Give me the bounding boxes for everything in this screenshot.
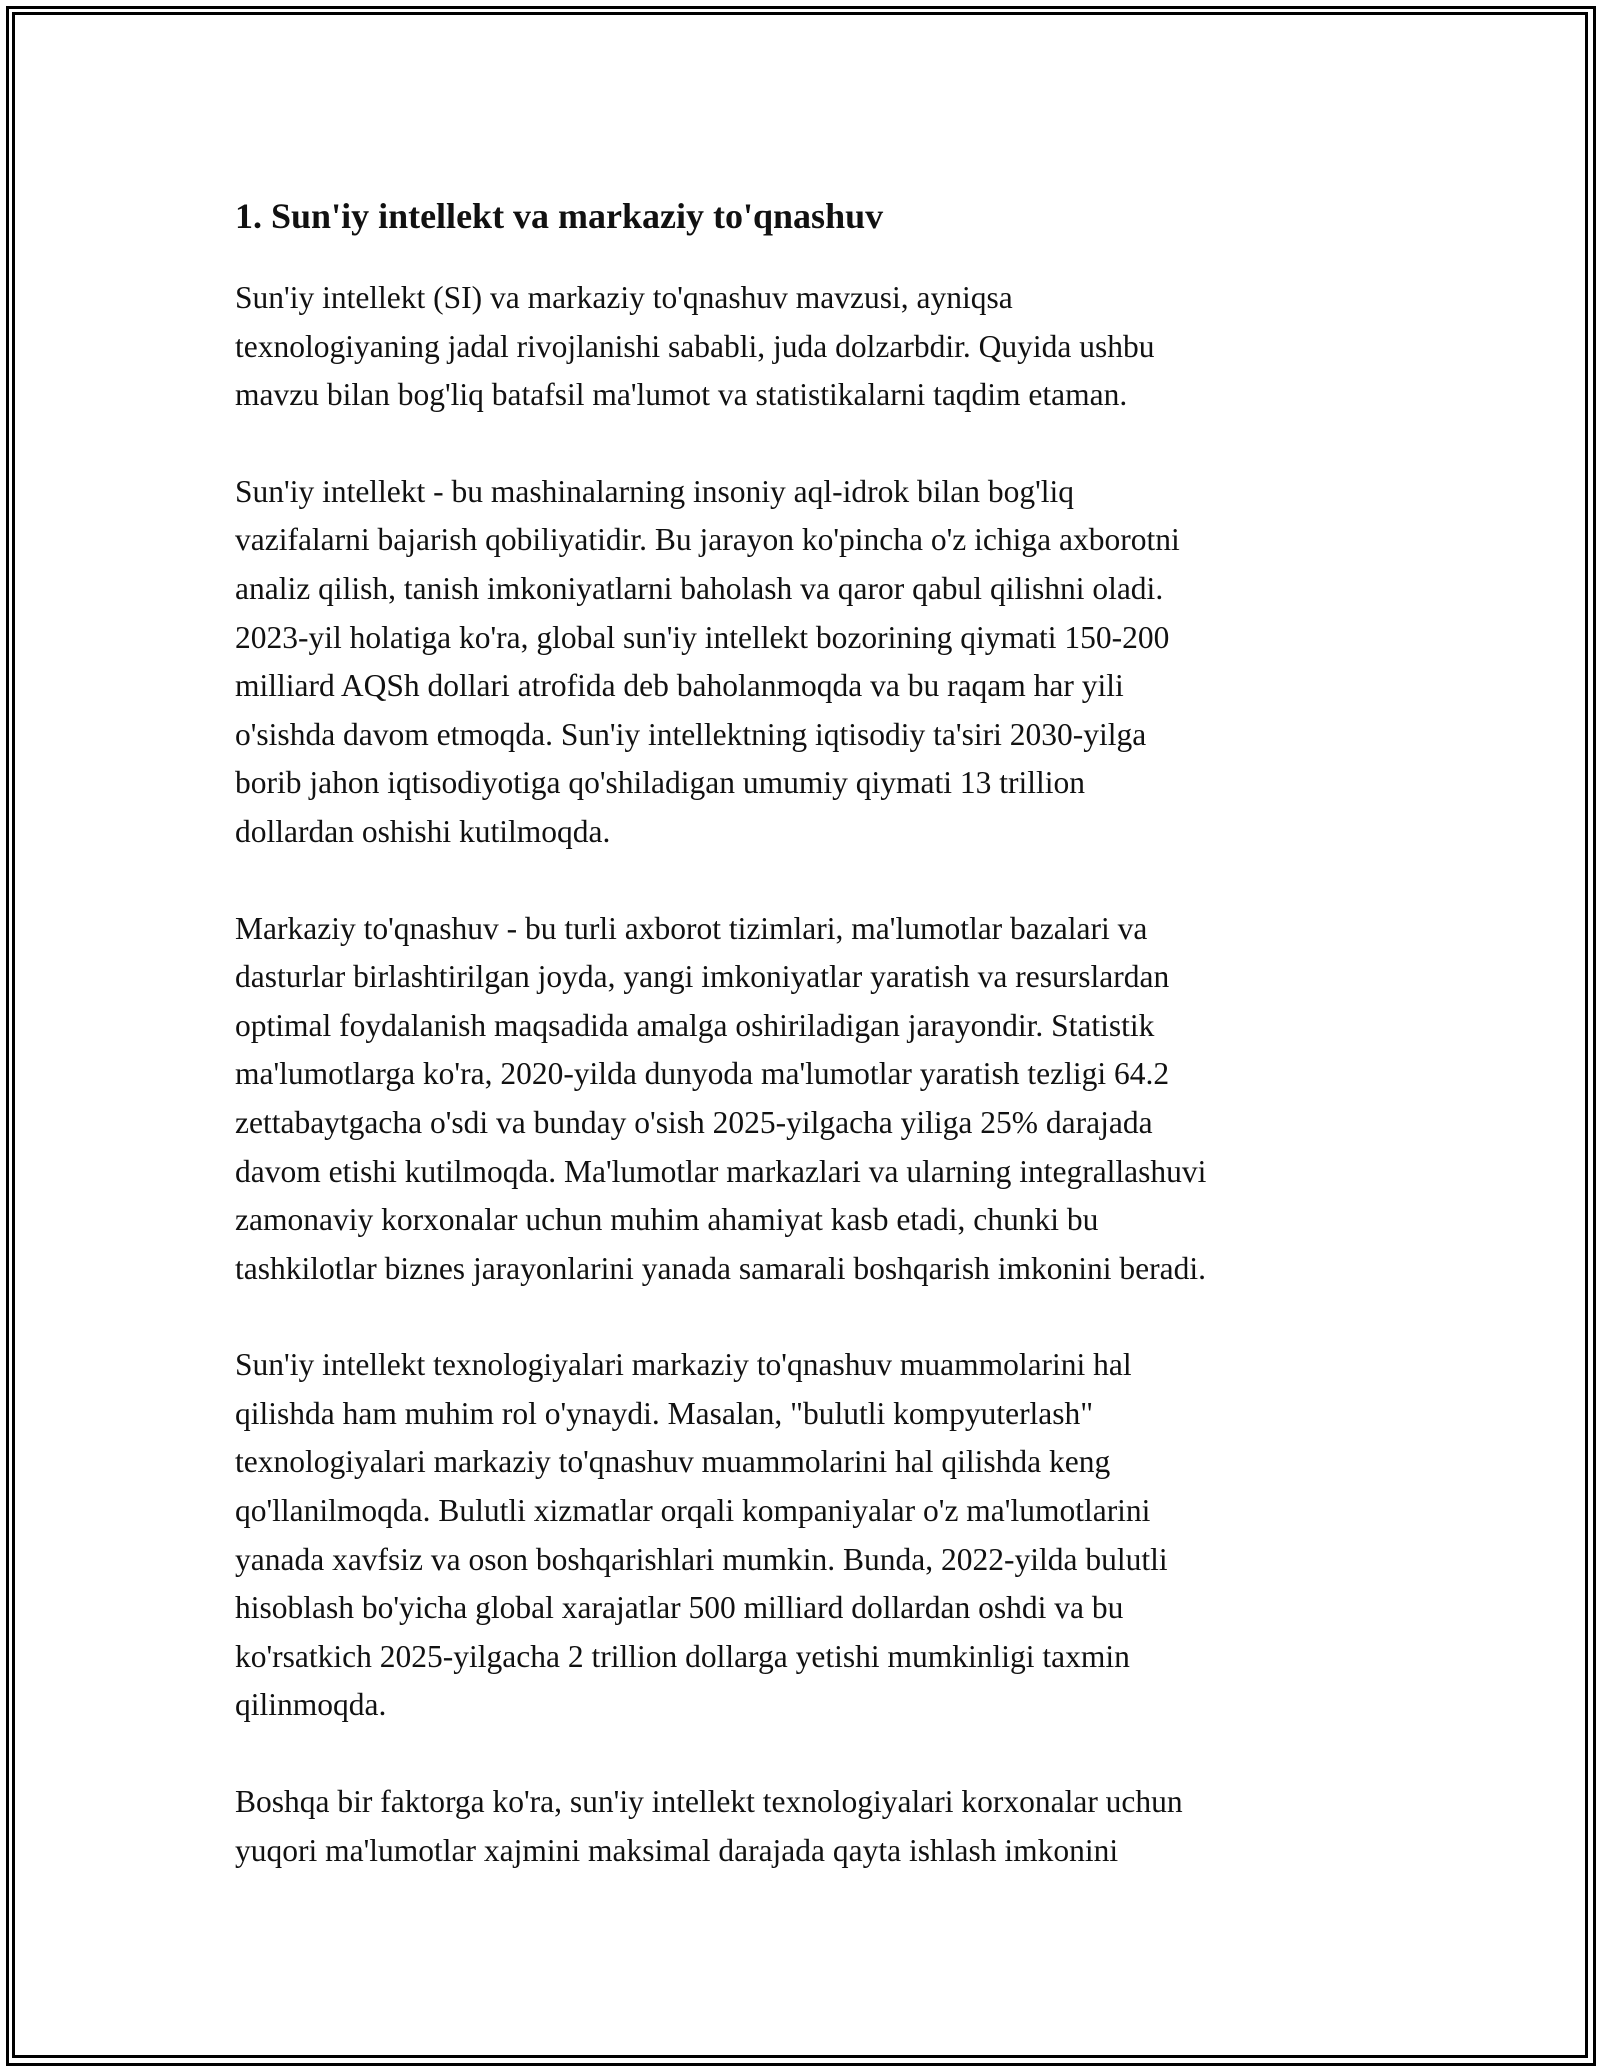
document-body: [235, 186, 1375, 1923]
paragraph-intro: Sun'iy intellekt (SI) va markaziy to'qnashuv mavzusi, ayniqsa texnologiyaning jadal rivojlanishi sababli, juda dolzarbdir. Quyida ushbu mavzu bilan bog'liq batafsil ma'lumot va statistikalarni taqdim etaman.: [235, 280, 1155, 413]
paragraph-central-convergence: Markaziy to'qnashuv - bu turli axborot tizimlari, ma'lumotlar bazalari va dasturlar birlashtirilgan joyda, yangi imkoniyatlar yaratish va resurslardan optimal foydalanish maqsadida amalga oshiriladigan jarayondir. Statistik ma'lumotlarga ko'ra, 2020-yilda dunyoda ma'lumotlar yaratish tezligi 64.2 zettabaytgacha o'sdi va bunday o'sish 2025-yilgacha yiliga 25% darajada davom etishi kutilmoqda. Ma'lumotlar markazlari va ularning integrallashuvi zamonaviy korxonalar uchun muhim ahamiyat kasb etadi, chunki bu tashkilotlar biznes jarayonlarini yanada samarali boshqarish imkonini beradi.: [235, 910, 1207, 1286]
section-heading: 1. Sun'iy intellekt va markaziy to'qnashuv: [235, 196, 884, 236]
paragraph-ai-definition: Sun'iy intellekt - bu mashinalarning insoniy aql-idrok bilan bog'liq vazifalarni bajarish qobiliyatidir. Bu jarayon ko'pincha o'z ichiga axborotni analiz qilish, tanish imkoniyatlarni baholash va qaror qabul qilishni oladi. 2023-yil holatiga ko'ra, global sun'iy intellekt bozorining qiymati 150-200 milliard AQSh dollari atrofida deb baholanmoqda va bu raqam har yili o'sishda davom etmoqda. Sun'iy intellektning iqtisodiy ta'siri 2030-yilga borib jahon iqtisodiyotiga qo'shiladigan umumiy qiymati 13 trillion dollardan oshishi kutilmoqda.: [235, 473, 1180, 849]
paragraph-other-factor: Boshqa bir faktorga ko'ra, sun'iy intellekt texnologiyalari korxonalar uchun yuqori ma'lumotlar xajmini maksimal darajada qayta ishlash imkonini: [235, 1784, 1183, 1868]
paragraph-cloud-computing: Sun'iy intellekt texnologiyalari markaziy to'qnashuv muammolarini hal qilishda ham muhim rol o'ynaydi. Masalan, "bulutli kompyuterlash" texnologiyalari markaziy to'qnashuv muammolarini hal qilishda keng qo'llanilmoqda. Bulutli xizmatlar orqali kompaniyalar o'z ma'lumotlarini yanada xavfsiz va oson boshqarishlari mumkin. Bunda, 2022-yilda bulutli hisoblash bo'yicha global xarajatlar 500 milliard dollardan oshdi va bu ko'rsatkich 2025-yilgacha 2 trillion dollarga yetishi mumkinligi taxmin qilinmoqda.: [235, 1347, 1168, 1723]
